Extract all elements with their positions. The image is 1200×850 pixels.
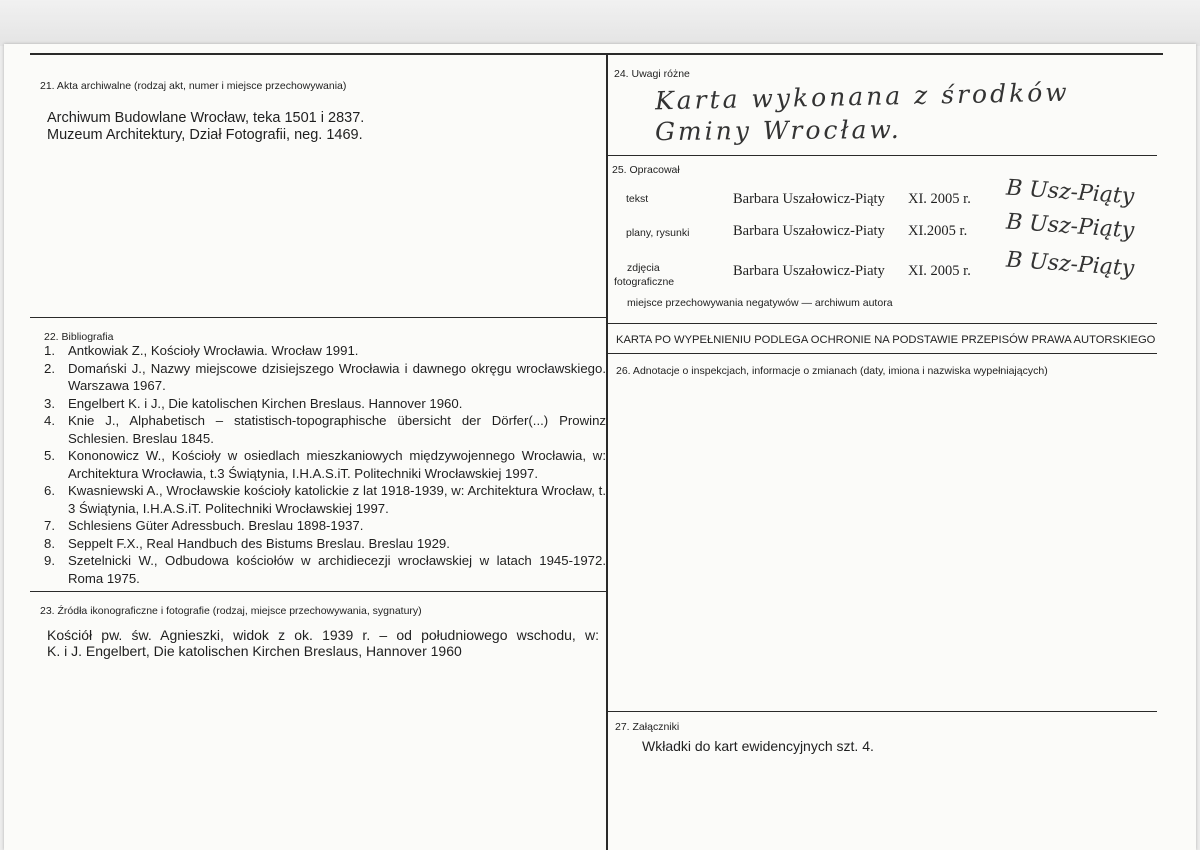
section-26-label: 26. Adnotacje o inspekcjach, informacje o zmianach (daty, imiona i nazwiska wypełniających): [616, 365, 1048, 377]
list-item: [44, 360, 606, 395]
author-row-name: Barbara Uszałowicz-Piąty: [733, 191, 885, 207]
signature: B Usz-Piąty: [1005, 247, 1135, 282]
list-item-text: Seppelt F.X., Real Handbuch des Bistums Breslau. Breslau 1929.: [68, 535, 450, 551]
list-item-number: 3.: [44, 395, 55, 411]
signature: B Usz-Piąty: [1005, 209, 1135, 244]
author-row-date: XI.2005 r.: [908, 223, 968, 239]
handwritten-note-line-1: Karta wykonana z środków: [654, 77, 1070, 116]
list-item-number: 4.: [44, 413, 55, 428]
section-23-line-1: Kościół pw. św. Agnieszki, widok z ok. 1939 r. – od południowego wschodu, w:: [47, 627, 599, 643]
list-item-text: Domański J., Nazwy miejscowe dzisiejszego Wrocławia i dawnego okręgu wrocławskiego. Warszawa 1967.: [68, 360, 606, 393]
author-row-role-line-1: zdjęcia: [627, 262, 660, 274]
list-item: [44, 395, 606, 413]
list-item-text: Antkowiak Z., Kościoły Wrocławia. Wrocław 1991.: [68, 343, 359, 358]
list-item: [44, 482, 606, 517]
section-23-line-2: K. i J. Engelbert, Die katolischen Kirchen Breslaus, Hannover 1960: [47, 643, 462, 659]
section-23-label: 23. Źródła ikonograficzne i fotografie (rodzaj, miejsce przechowywania, sygnatury): [40, 605, 422, 617]
center-vertical-rule: [606, 53, 608, 850]
author-row-name: Barbara Uszałowicz-Piaty: [733, 223, 885, 239]
copyright-notice: KARTA PO WYPEŁNIENIU PODLEGA OCHRONIE NA PODSTAWIE PRZEPISÓW PRAWA AUTORSKIEGO: [616, 334, 1156, 346]
section-24-label: 24. Uwagi różne: [614, 68, 690, 80]
section-21-line-1: Archiwum Budowlane Wrocław, teka 1501 i 2837.: [47, 110, 365, 126]
left-rule-22-23: [30, 591, 607, 592]
list-item-text: Engelbert K. i J., Die katolischen Kirchen Breslaus. Hannover 1960.: [68, 395, 463, 411]
list-item: [44, 552, 606, 587]
section-27-text: Wkładki do kart ewidencyjnych szt. 4.: [642, 738, 874, 754]
section-25-label: 25. Opracował: [612, 164, 680, 176]
list-item: [44, 535, 606, 553]
author-row-date: XI. 2005 r.: [908, 191, 971, 207]
section-21-line-2: Muzeum Architektury, Dział Fotografii, neg. 1469.: [47, 127, 363, 143]
list-item: [44, 412, 606, 447]
list-item: [44, 447, 606, 482]
author-row-role: tekst: [626, 193, 649, 205]
right-rule-copyright-26: [606, 353, 1157, 354]
right-rule-25-copyright: [606, 323, 1157, 324]
author-row-date: XI. 2005 r.: [908, 263, 971, 279]
section-22-label: 22. Bibliografia: [44, 331, 114, 343]
section-21-label: 21. Akta archiwalne (rodzaj akt, numer i miejsce przechowywania): [40, 80, 347, 92]
list-item-text: Schlesiens Güter Adressbuch. Breslau 1898-1937.: [68, 518, 364, 533]
list-item-number: 5.: [44, 448, 55, 463]
right-rule-24-25: [606, 155, 1157, 156]
list-item-text: Knie J., Alphabetisch – statistisch-topographische übersicht der Dörfer(...) Prowinz Schlesien. Breslau 1845.: [68, 413, 606, 446]
signature: B Usz-Piąty: [1005, 175, 1135, 210]
list-item: [44, 342, 606, 360]
negatives-storage-note: miejsce przechowywania negatywów — archiwum autora: [627, 297, 893, 309]
author-row-role-line-2: fotograficzne: [614, 276, 675, 288]
list-item-number: 8.: [44, 535, 55, 551]
list-item-text: Szetelnicki W., Odbudowa kościołów w archidiecezji wrocławskiej w latach 1945-1972. Roma 1975.: [68, 553, 606, 586]
author-row-role: plany, rysunki: [626, 227, 690, 239]
list-item-number: 6.: [44, 483, 55, 498]
list-item-number: 1.: [44, 343, 55, 358]
right-rule-26-27: [606, 711, 1157, 712]
top-rule: [30, 53, 1163, 55]
handwritten-note-line-2: Gminy Wrocław.: [654, 114, 902, 147]
list-item: [44, 517, 606, 535]
bibliography-list: [44, 342, 606, 587]
list-item-text: Kwasniewski A., Wrocławskie kościoły katolickie z lat 1918-1939, w: Architektura Wrocław, t. 3 Świątynia, I.H.A.S.iT. Politechniki Wrocławskiej 1997.: [68, 483, 606, 516]
list-item-number: 9.: [44, 553, 55, 568]
section-27-label: 27. Załączniki: [615, 721, 680, 733]
left-rule-21-22: [30, 317, 607, 318]
author-row-name: Barbara Uszałowicz-Piaty: [733, 263, 885, 279]
scan-top-margin: [0, 0, 1200, 46]
list-item-number: 7.: [44, 518, 55, 533]
list-item-text: Kononowicz W., Kościoły w osiedlach mieszkaniowych międzywojennego Wrocławia, w: Architektura Wrocławia, t.3 Świątynia, I.H.A.S.iT. Politechniki Wrocławskiej 1997.: [68, 448, 606, 481]
list-item-number: 2.: [44, 360, 55, 376]
